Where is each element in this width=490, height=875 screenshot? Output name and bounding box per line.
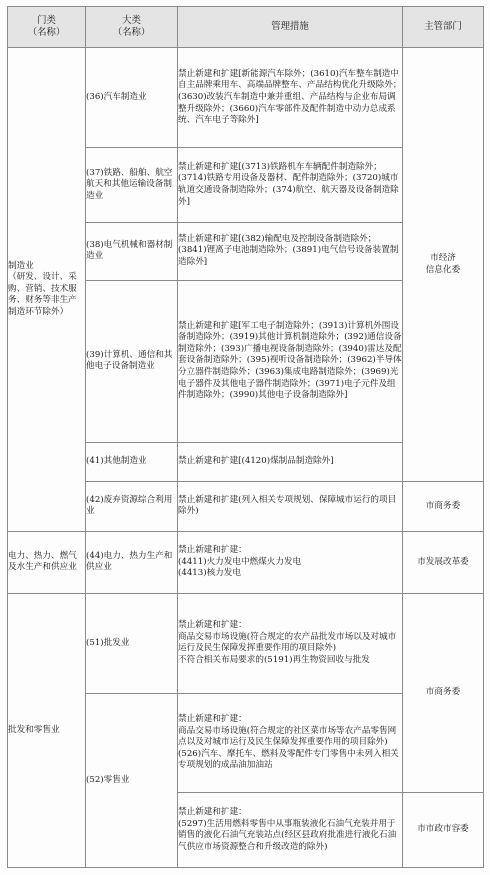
department-commerce-wholesale: 市商务委 <box>403 594 484 793</box>
subcategory-38: (38)电气机械和器材制造业 <box>86 222 178 280</box>
subcategory-41: (41)其他制造业 <box>86 442 178 481</box>
header-cuoshi: 管理措施 <box>178 7 403 48</box>
subcategory-36: (36)汽车制造业 <box>86 48 178 148</box>
header-bumen: 主管部门 <box>403 7 484 48</box>
measure-37: 禁止新建和扩建[(3713)铁路机车车辆配件制造除外；(3714)铁路专用设备及器材、配件制造除外；(3720)城市轨道交通设备制造除外；(374)航空、航天器及设备制造除外] <box>178 148 403 223</box>
header-dalei: 大类 （名称） <box>86 7 178 48</box>
header-menlei: 门类 （名称） <box>8 7 86 48</box>
subcategory-52: (52)零售业 <box>86 693 178 867</box>
subcategory-42: (42)废弃资源综合利用业 <box>86 482 178 532</box>
department-commerce-manufacturing: 市商务委 <box>403 482 484 532</box>
measure-39: 禁止新建和扩建[军工电子制造除外；(3913)计算机外围设备制造除外；(3919)其他计算机制造除外；(392)通信设备制造除外；(393)广播电视设备制造除外；(3940)雷达及配套设备制造除外；(395)视听设备制造除外；(3962)半导体分立器件制造除外；(3963)集成电路制造除外；(3969)光电子器件及其他电子器件制造除外；(3971)电子元件及组件制造除外；(3990)其他电子设备制造除外] <box>178 280 403 442</box>
category-wholesale-retail: 批发和零售业 <box>8 594 86 868</box>
subcategory-51: (51)批发业 <box>86 594 178 694</box>
measure-38: 禁止新建和扩建[(382)输配电及控制设备制造除外；(3841)锂离子电池制造除外；(3891)电气信号设备装置制造除外] <box>178 222 403 280</box>
measure-42: 禁止新建和扩建(列入相关专项规划、保障城市运行的项目除外) <box>178 482 403 532</box>
category-energy: 电力、热力、燃气及水生产和供应业 <box>8 531 86 593</box>
measure-52-a: 禁止新建和扩建： 商品交易市场设施(符合规定的社区菜市场等农产品零售网点以及对城市运行及民生保障发挥重要作用的项目除外) (526)汽车、摩托车、燃料及零配件专门零售中未列入相关专项规划的成品油加油站 <box>178 693 403 793</box>
department-development: 市发展改革委 <box>403 531 484 593</box>
table-row <box>8 594 484 694</box>
management-measures-table <box>7 6 484 868</box>
table-header-row <box>8 7 484 48</box>
category-manufacturing: 制造业 （研发、设计、采购、营销、技术服务、财务等非生产制造环节除外） <box>8 48 86 531</box>
measure-52-b: 禁止新建和扩建： (5297)生活用燃料零售中从事瓶装液化石油气充装并用于销售的液化石油气充装站点(经区县政府批准进行液化石油气供应市场资源整合和升级改造的除外) <box>178 793 403 868</box>
measure-44: 禁止新建和扩建： (4411)火力发电中燃煤火力发电 (4413)核力发电 <box>178 531 403 593</box>
measure-36: 禁止新建和扩建[新能源汽车除外；(3610)汽车整车制造中自主品牌乘用车、高端品牌整车、产品结构优化升级除外；(3630)改装汽车制造中兼并重组、产品结构与企业布局调整升级除外；(3660)汽车零部件及配件制造中动力总成系统、汽车电子等除外] <box>178 48 403 148</box>
subcategory-39: (39)计算机、通信和其他电子设备制造业 <box>86 280 178 442</box>
subcategory-37: (37)铁路、船舶、航空航天和其他运输设备制造业 <box>86 148 178 223</box>
subcategory-44: (44)电力、热力生产和供应业 <box>86 531 178 593</box>
measure-51: 禁止新建和扩建： 商品交易市场设施(符合规定的农产品批发市场以及对城市运行及民生保障发挥重要作用的项目除外) 不符合相关布局要求的(5191)再生物资回收与批发 <box>178 594 403 694</box>
department-city-admin: 市市政市容委 <box>403 793 484 868</box>
table-row <box>8 531 484 593</box>
table-row <box>8 48 484 148</box>
department-industry: 市经济 信息化委 <box>403 48 484 482</box>
measure-41: 禁止新建和扩建[(4120)煤制品制造除外] <box>178 442 403 481</box>
